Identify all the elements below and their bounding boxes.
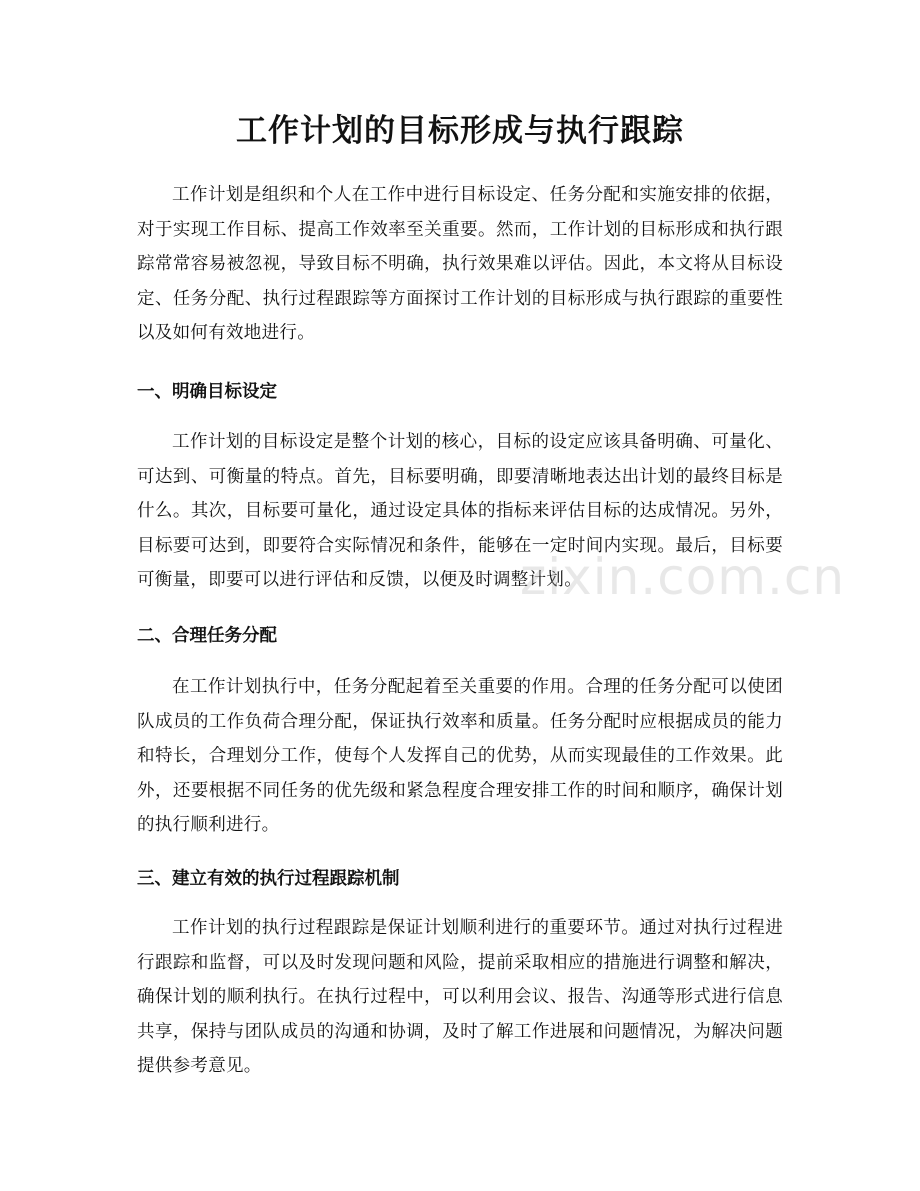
document-title: 工作计划的目标形成与执行跟踪 (236, 113, 684, 149)
section-heading-3: 三、建立有效的执行过程跟踪机制 (137, 869, 400, 889)
section-heading-1: 一、明确目标设定 (137, 382, 277, 402)
intro-paragraph: 工作计划是组织和个人在工作中进行目标设定、任务分配和实施安排的依据，对于实现工作目标、提高工作效率至关重要。然而，工作计划的目标形成和执行跟踪常常容易被忽视，导致目标不明确，执行效果难以评估。因此，本文将从目标设定、任务分配、执行过程跟踪等方面探讨工作计划的目标形成与执行跟踪的重要性以及如何有效地进行。 (137, 185, 783, 343)
section-body-3: 工作计划的执行过程跟踪是保证计划顺利进行的重要环节。通过对执行过程进行跟踪和监督，可以及时发现问题和风险，提前采取相应的措施进行调整和解决，确保计划的顺利执行。在执行过程中，可以利用会议、报告、沟通等形式进行信息共享，保持与团队成员的沟通和协调，及时了解工作进展和问题情况，为解决问题提供参考意见。 (137, 918, 783, 1076)
section-heading-2: 二、合理任务分配 (137, 626, 277, 646)
watermark: zixin.com.cn (520, 548, 846, 606)
section-body-2: 在工作计划执行中，任务分配起着至关重要的作用。合理的任务分配可以使团队成员的工作负荷合理分配，保证执行效率和质量。任务分配时应根据成员的能力和特长，合理划分工作，使每个人发挥自己的优势，从而实现最佳的工作效果。此外，还要根据不同任务的优先级和紧急程度合理安排工作的时间和顺序，确保计划的执行顺利进行。 (137, 677, 783, 835)
section-body-1: 工作计划的目标设定是整个计划的核心，目标的设定应该具备明确、可量化、可达到、可衡量的特点。首先，目标要明确，即要清晰地表达出计划的最终目标是什么。其次，目标要可量化，通过设定具体的指标来评估目标的达成情况。另外，目标要可达到，即要符合实际情况和条件，能够在一定时间内实现。最后，目标要可衡量，即要可以进行评估和反馈，以便及时调整计划。 (137, 432, 783, 590)
